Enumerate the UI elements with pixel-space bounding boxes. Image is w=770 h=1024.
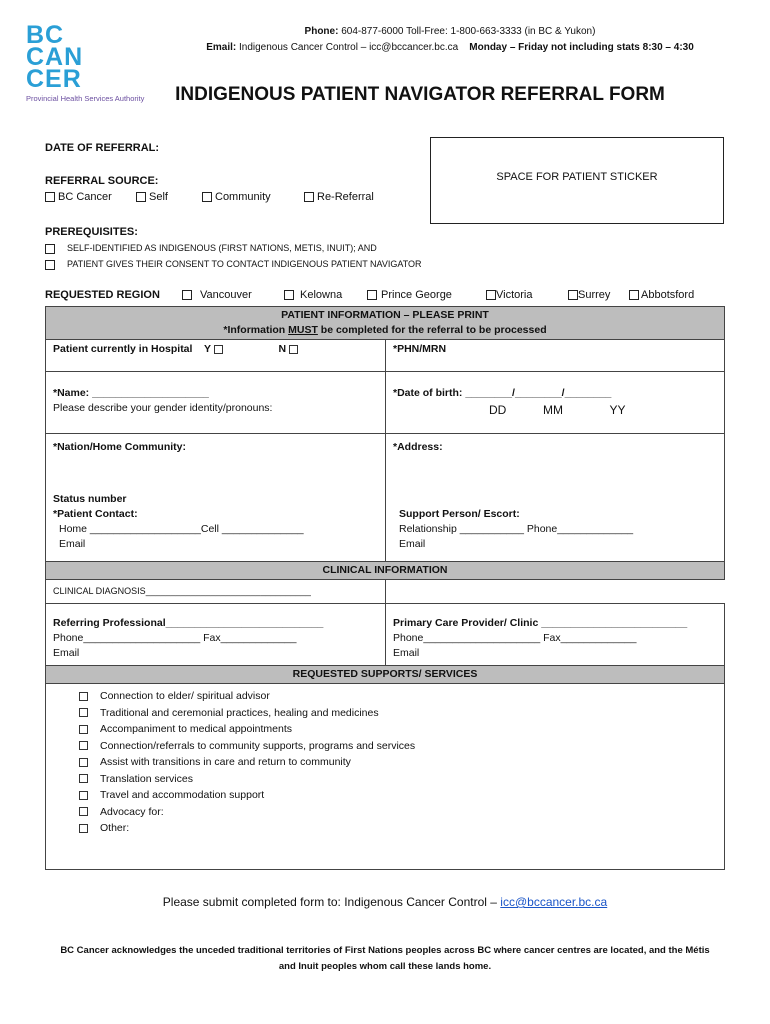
checkbox-icon[interactable]	[486, 290, 496, 300]
checkbox-icon[interactable]	[568, 290, 578, 300]
clinical-diagnosis-field[interactable]: CLINICAL DIAGNOSIS_________________________________	[46, 580, 386, 604]
checkbox-icon[interactable]	[79, 824, 88, 833]
support-item[interactable]: Advocacy for:	[79, 804, 717, 821]
support-item[interactable]: Assist with transitions in care and return to community	[79, 754, 717, 771]
checkbox-icon[interactable]	[79, 708, 88, 717]
header-phone: Phone: 604-877-6000 Toll-Free: 1-800-663-3333 (in BC & Yukon)	[304, 26, 596, 37]
checkbox-icon[interactable]	[182, 290, 192, 300]
logo-line-2: CAN	[26, 43, 84, 71]
prerequisite-consent[interactable]: PATIENT GIVES THEIR CONSENT TO CONTACT INDIGENOUS PATIENT NAVIGATOR	[45, 259, 422, 270]
requested-supports-heading: REQUESTED SUPPORTS/ SERVICES	[46, 666, 725, 684]
checkbox-icon[interactable]	[79, 807, 88, 816]
clinical-info-heading: CLINICAL INFORMATION	[46, 562, 725, 580]
checkbox-icon[interactable]	[367, 290, 377, 300]
requested-region-label: REQUESTED REGION	[45, 289, 160, 301]
logo-subtitle: Provincial Health Services Authority	[26, 94, 145, 103]
checkbox-icon[interactable]	[79, 758, 88, 767]
region-victoria[interactable]: Victoria	[486, 289, 532, 301]
primary-care-cell[interactable]: Primary Care Provider/ Clinic _________________________ Phone____________________ Fax_____________ Email	[386, 604, 725, 666]
name-field[interactable]: *Name: ____________________ Please describe your gender identity/pronouns:	[46, 372, 386, 434]
header-email: Email: Indigenous Cancer Control – icc@bccancer.bc.ca Monday – Friday not including stats 8:30 – 4:30	[206, 42, 694, 53]
prerequisites-label: PREREQUISITES:	[45, 226, 138, 238]
address-support-cell[interactable]: *Address: Support Person/ Escort: Relationship ___________ Phone_____________ Email	[386, 434, 725, 562]
region-surrey[interactable]: Surrey	[568, 289, 610, 301]
checkbox-icon[interactable]	[79, 774, 88, 783]
region-vancouver[interactable]: Vancouver	[182, 289, 252, 301]
date-of-birth-field[interactable]: *Date of birth: ________/________/________ DD MM YY	[386, 372, 725, 434]
hospital-no-checkbox[interactable]	[289, 345, 298, 354]
referring-professional-cell[interactable]: Referring Professional___________________________ Phone____________________ Fax_____________ Email	[46, 604, 386, 666]
checkbox-icon[interactable]	[304, 192, 314, 202]
support-item[interactable]: Connection/referrals to community supports, programs and services	[79, 738, 717, 755]
phn-mrn-field[interactable]: *PHN/MRN	[386, 340, 725, 372]
support-item[interactable]: Connection to elder/ spiritual advisor	[79, 688, 717, 705]
region-abbotsford[interactable]: Abbotsford	[629, 289, 694, 301]
region-prince-george[interactable]: Prince George	[367, 289, 452, 301]
supports-list	[53, 688, 717, 837]
referral-source-community[interactable]: Community	[202, 191, 271, 203]
referral-source-self[interactable]: Self	[136, 191, 168, 203]
hospital-field[interactable]: Patient currently in Hospital Y N	[46, 340, 386, 372]
region-kelowna[interactable]: Kelowna	[284, 289, 342, 301]
checkbox-icon[interactable]	[79, 725, 88, 734]
checkbox-icon[interactable]	[45, 192, 55, 202]
prerequisite-indigenous[interactable]: SELF-IDENTIFIED AS INDIGENOUS (FIRST NATIONS, METIS, INUIT); AND	[45, 243, 377, 254]
support-item[interactable]: Travel and accommodation support	[79, 787, 717, 804]
page-title: INDIGENOUS PATIENT NAVIGATOR REFERRAL FORM	[175, 84, 665, 105]
checkbox-icon[interactable]	[284, 290, 294, 300]
submit-email-link[interactable]: icc@bccancer.bc.ca	[500, 895, 608, 909]
support-item[interactable]: Traditional and ceremonial practices, healing and medicines	[79, 705, 717, 722]
patient-info-heading: PATIENT INFORMATION – PLEASE PRINT *Information MUST be completed for the referral to be processed	[46, 307, 725, 340]
hospital-yes-checkbox[interactable]	[214, 345, 223, 354]
checkbox-icon[interactable]	[45, 260, 55, 270]
land-acknowledgement: BC Cancer acknowledges the unceded traditional territories of First Nations peoples across BC where cancer centres are located, and the Métis and Inuit peoples whom call these lands home.	[60, 945, 710, 972]
header-hours: Monday – Friday not including stats 8:30 – 4:30	[469, 42, 694, 53]
checkbox-icon[interactable]	[79, 791, 88, 800]
support-item[interactable]: Other:	[79, 820, 717, 837]
referral-source-bc-cancer[interactable]: BC Cancer	[45, 191, 112, 203]
logo-line-1: BC	[26, 21, 65, 49]
patient-sticker-area: SPACE FOR PATIENT STICKER	[430, 137, 724, 224]
referral-source-re-referral[interactable]: Re-Referral	[304, 191, 374, 203]
support-item[interactable]: Translation services	[79, 771, 717, 788]
logo-line-3: CER	[26, 65, 82, 93]
referral-source-label: REFERRAL SOURCE:	[45, 175, 159, 187]
checkbox-icon[interactable]	[202, 192, 212, 202]
checkbox-icon[interactable]	[629, 290, 639, 300]
checkbox-icon[interactable]	[79, 741, 88, 750]
nation-contact-cell[interactable]: *Nation/Home Community: Status number *Patient Contact: Home ___________________Cell ______________ Email	[46, 434, 386, 562]
support-item[interactable]: Accompaniment to medical appointments	[79, 721, 717, 738]
referral-form-table	[45, 306, 725, 870]
bc-cancer-logo	[26, 21, 166, 103]
checkbox-icon[interactable]	[79, 692, 88, 701]
requested-supports-cell	[46, 684, 725, 870]
checkbox-icon[interactable]	[45, 244, 55, 254]
date-of-referral-label: DATE OF REFERRAL:	[45, 142, 160, 154]
checkbox-icon[interactable]	[136, 192, 146, 202]
submit-instructions: Please submit completed form to: Indigenous Cancer Control – icc@bccancer.bc.ca	[162, 895, 608, 909]
